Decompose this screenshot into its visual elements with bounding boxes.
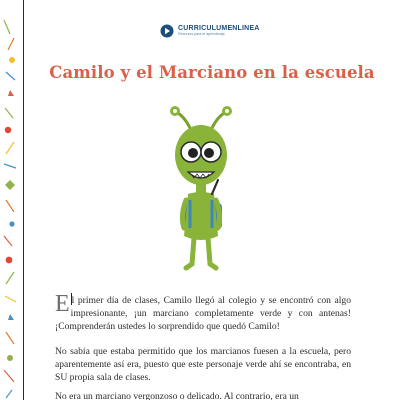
martian-illustration [166, 100, 236, 272]
decorative-border [0, 0, 24, 400]
paragraph-1-text: l primer día de clases, Camilo llegó al colegio y se encontró con algo impresionante, ¡un marciano completamente verde y con antenas! ¡Comprenderán ustedes lo sorprendido que quedó Camilo! [55, 295, 351, 332]
story-paragraph-2: No sabía que estaba permitido que los marcianos fuesen a la escuela, pero aparentemente así era, puesto que este personaje verde ahí se encontraba, en SU propia sala de clases. [55, 346, 351, 383]
logo-name: CURRICULUMENLINEA [178, 25, 260, 33]
story-paragraph-3: No era un marciano vergonzoso o delicado. Al contrario, era un [55, 391, 299, 400]
story-paragraph-1 [55, 293, 351, 333]
logo-tagline: Recursos para el aprendizaje [178, 32, 225, 37]
logo [160, 20, 260, 42]
drop-cap: E [55, 291, 70, 317]
story-title: Camilo y el Marciano en la escuela [49, 63, 375, 82]
play-arrow-icon [160, 24, 174, 38]
